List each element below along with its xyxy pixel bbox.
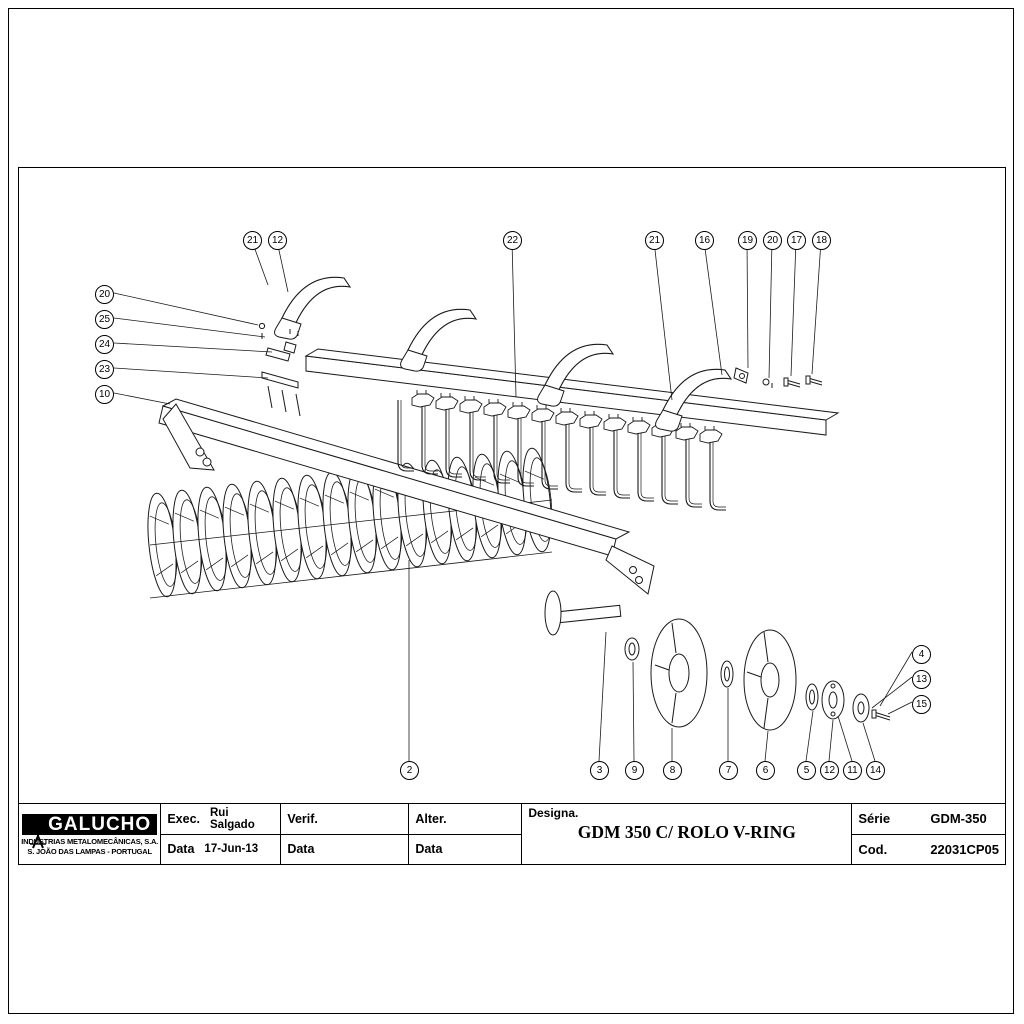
part-balloon-9: 9 (625, 761, 644, 780)
part-balloon-20: 20 (95, 285, 114, 304)
cod-row (852, 835, 1005, 865)
part-balloon-13: 13 (912, 670, 931, 689)
galucho-figure-mark-icon (29, 814, 47, 854)
part-balloon-20: 20 (763, 231, 782, 250)
logo-subtitle-1: INDÚSTRIAS METALOMECÂNICAS, S.A. (21, 837, 159, 846)
exec-date-row (161, 835, 280, 865)
part-balloon-4: 4 (912, 645, 931, 664)
serie-column (852, 804, 1005, 864)
part-balloon-17: 17 (787, 231, 806, 250)
part-balloon-6: 6 (756, 761, 775, 780)
drawing-area-border (18, 167, 1006, 865)
verif-row (281, 804, 408, 835)
exec-row (161, 804, 280, 835)
cod-value: 22031CP05 (930, 841, 999, 857)
part-balloon-7: 7 (719, 761, 738, 780)
alter-label: Alter. (415, 811, 447, 826)
logo-subtitle-2: S. JOÃO DAS LAMPAS - PORTUGAL (27, 847, 152, 856)
part-balloon-8: 8 (663, 761, 682, 780)
part-balloon-11: 11 (843, 761, 862, 780)
part-balloon-22: 22 (503, 231, 522, 250)
verif-column (281, 804, 409, 864)
part-balloon-12: 12 (820, 761, 839, 780)
part-balloon-3: 3 (590, 761, 609, 780)
exec-date-label: Data (167, 842, 195, 857)
title-block (18, 803, 1006, 865)
part-balloon-23: 23 (95, 360, 114, 379)
part-balloon-19: 19 (738, 231, 757, 250)
alter-row (409, 804, 521, 835)
part-balloon-24: 24 (95, 335, 114, 354)
exec-label: Exec. (167, 811, 200, 826)
logo-wordmark: GALUCHO (22, 814, 157, 835)
serie-row (852, 804, 1005, 835)
part-balloon-21: 21 (645, 231, 664, 250)
part-balloon-14: 14 (866, 761, 885, 780)
part-balloon-21: 21 (243, 231, 262, 250)
designation-value: GDM 350 C/ ROLO V-RING (577, 822, 796, 842)
part-balloon-12: 12 (268, 231, 287, 250)
designation-column (522, 804, 852, 864)
part-balloon-16: 16 (695, 231, 714, 250)
serie-label: Série (858, 811, 891, 827)
verif-label: Verif. (287, 811, 318, 826)
designation-label: Designa. (528, 806, 579, 820)
alter-column (409, 804, 522, 864)
part-balloon-10: 10 (95, 385, 114, 404)
exec-date-value: 17-Jun-13 (204, 843, 259, 856)
exec-value: Rui Salgado (210, 806, 255, 831)
part-balloon-5: 5 (797, 761, 816, 780)
alter-date-label: Data (415, 842, 443, 857)
cod-label: Cod. (858, 841, 888, 857)
part-balloon-2: 2 (400, 761, 419, 780)
company-logo (19, 804, 161, 864)
part-balloon-15: 15 (912, 695, 931, 714)
verif-date-label: Data (287, 842, 315, 857)
exec-column (161, 804, 281, 864)
part-balloon-25: 25 (95, 310, 114, 329)
alter-date-row (409, 835, 521, 865)
serie-value: GDM-350 (930, 811, 987, 827)
part-balloon-18: 18 (812, 231, 831, 250)
verif-date-row (281, 835, 408, 865)
